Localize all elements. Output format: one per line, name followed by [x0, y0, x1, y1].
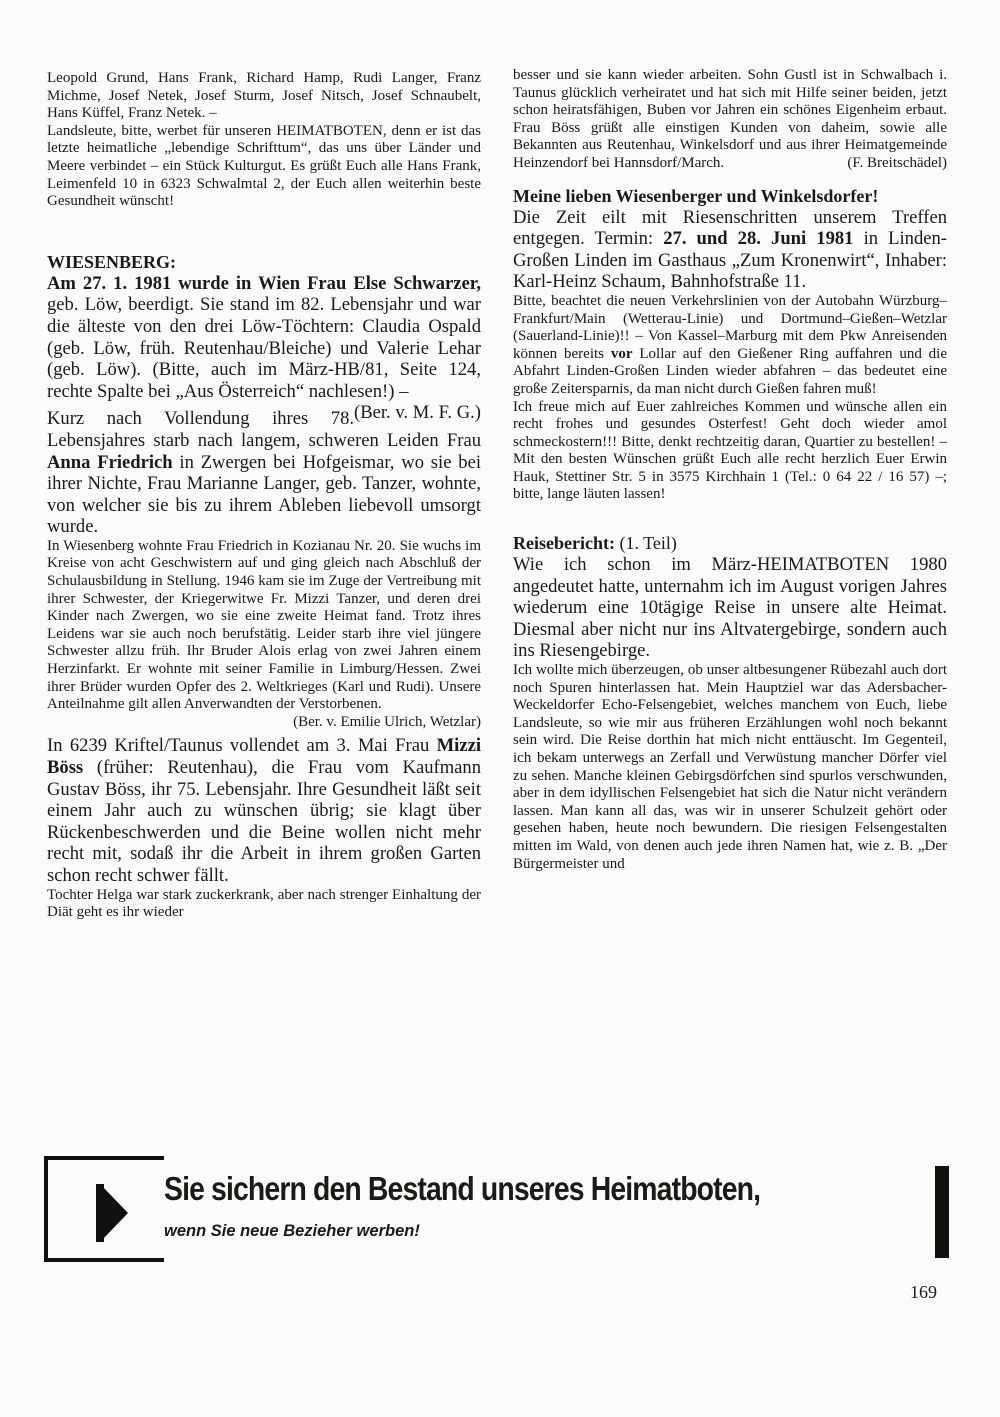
text: besser und sie kann wieder arbeiten. Sohn Gustl ist in Schwalbach i. Taunus glücklich verheiratet und hat sich mit Hilfe seiner beiden, jetzt schon heiratsfähigen, Buben vor Jahren ein schönes Eigenheim erbaut. Frau Böss grüßt alle einstigen Kunden von daheim, sowie alle Bekannten aus Reutenhau, Winkelsdorf und aus ihrer Heimatgemeinde Heinzendorf bei Hannsdorf/March. [513, 67, 947, 171]
text: In 6239 Kriftel/Taunus vollendet am 3. Mai Frau [47, 735, 437, 757]
meeting-announcement [513, 207, 947, 293]
banner-divider [44, 1258, 164, 1262]
right-column [513, 67, 947, 873]
section-heading-wiesenberg: WIESENBERG: [47, 251, 177, 272]
banner-left-frame [44, 1156, 116, 1262]
attribution: (Ber. v. Emilie Ulrich, Wetzlar) [293, 713, 481, 730]
bold-word: vor [610, 345, 633, 362]
text: in Linden-Großen Linden im Gasthaus „Zum Kronenwirt“, Inhaber: Karl-Heinz Schaum, Bahnhofstraße 11. [513, 228, 947, 293]
banner-subtitle: wenn Sie neue Bezieher werben! [164, 1222, 420, 1240]
names-paragraph: Leopold Grund, Hans Frank, Richard Hamp, Rudi Langer, Franz Michme, Josef Netek, Josef Sturm, Josef Nitsch, Josef Schnaubelt, Hans Küffel, Franz Netek. – [47, 70, 481, 122]
arrow-right-icon [102, 1186, 128, 1240]
text: in Zwergen bei Hofgeismar, wo sie bei ihrer Nichte, Frau Marianne Langer, geb. Tanzer, wohnte, von welcher sie bis zu ihrem Ableben liebevoll umsorgt wurde. [47, 451, 481, 538]
continuation-paragraph [513, 67, 947, 173]
obituary-schwarzer [47, 272, 481, 424]
daughter-paragraph: Tochter Helga war stark zuckerkrank, aber nach strenger Einhaltung der Diät geht es ihr wieder [47, 886, 481, 921]
banner-divider [44, 1156, 164, 1160]
appeal-paragraph: Landsleute, bitte, werbet für unseren HEIMATBOTEN, denn er ist das letzte heimatliche „lebendige Schrifttum“, das uns über Länder und Meere verbindet – ein Stück Kulturgut. Es grüßt Euch alle Hans Frank, Leimenfeld 10 in 6323 Schwalmtal 2, der Euch allen weiterhin beste Gesundheit wünscht! [47, 122, 481, 210]
birthday-boess [47, 735, 481, 886]
obituary-lead: Am 27. 1. 1981 wurde in Wien Frau Else Schwarzer, [47, 272, 481, 294]
banner-right-bar [935, 1166, 949, 1258]
travel-report-heading [513, 532, 947, 554]
travel-intro: Wie ich schon im März-HEIMATBOTEN 1980 angedeutet hatte, unternahm ich im August vorigen Jahres wiederum eine 10tägige Reise in unsere alte Heimat. Diesmal aber nicht nur ins Altvatergebirge, sondern auch ins Riesengebirge. [513, 554, 947, 662]
text: Lollar auf den Gießener Ring auffahren und die Abfahrt Linden-Großen Linden wieder abfahren – das bedeutet eine große Zeitersparnis, da man nicht durch Gießen fahren muß! [513, 345, 947, 397]
greeting-paragraph: Ich freue mich auf Euer zahlreiches Kommen und wünsche allen ein recht frohes und gesundes Osterfest! Geht doch wieder amol schmeckostern!!! Bitte, denkt rechtzeitig daran, Quartier zu bestellen! – Mit den besten Wünschen grüßt Euch alle recht herzlich Euer Erwin Hauk, Stettiner Str. 5 in 3575 Kirchhain 1 (Tel.: 0 64 22 / 16 57) –; bitte, lange läuten lassen! [513, 398, 947, 503]
friedrich-biography: In Wiesenberg wohnte Frau Friedrich in Kozianau Nr. 20. Sie wuchs im Kreise von acht Geschwistern auf und ging gleich nach Abschluß der Schulausbildung in Stellung. 1946 kam sie im Zuge der Vertreibung mit ihrer Schwester, der Kriegerwitwe Fr. Mizzi Tanzer, und deren drei Kinder nach Zwergen, wo sie eine zweite Heimat fand. Trotz ihres Leidens war sie auch noch berufstätig. Leider starb ihre viel jüngere Schwester allzu früh. Ihr Bruder Alois erlag von zwei Jahren einem Herzinfarkt. Er wohnte mit seiner Familie in Limburg/Hessen. Zwei ihrer Brüder wurden Opfer des 2. Weltkrieges (Karl und Rudi). Unsere Anteilnahme gilt allen Anverwandten der Verstorbenen. [47, 537, 481, 713]
name-bold: Anna Friedrich [47, 451, 173, 473]
travel-body: Ich wollte mich überzeugen, ob unser altbesungener Rübezahl auch dort noch Spuren hinterlassen hat. Mein Hauptziel war das Adersbacher-Weckeldorfer Echo-Felsengebiet, welches manchem von Euch, liebe Landsleute, so wie mir aus früheren Erzählungen wohl noch bekannt sein wird. Die Reise dorthin hat mich nicht enttäuscht. Im Gegenteil, ich bekam unterwegs an Zerfall und Verwüstung mancher Dörfer viel zu sehen. Manche kleinen Gebirgsdörfchen sind spurlos verschwunden, aber in dem idyllischen Felsengebiet hat sich die Natur nicht verändern lassen. Man kann all das, was wir in unserer Schulzeit gehört oder gesehen haben, heute noch bewundern. Die riesigen Felsengestalten mitten im Wald, von denen auch jede ihren Namen hat, wie z. B. „Der Bürgermeister und [513, 662, 947, 872]
name-bold: Mizzi Böss [47, 735, 481, 778]
text: Bitte, beachtet die neuen Verkehrslinien von der Autobahn Würzburg–Frankfurt/Main (Wetterau-Linie) und Dortmund–Gießen–Wetzlar (Sauerland-Linie)!! – Von Kassel–Marburg mit dem Pkw Anreisenden können bereits [513, 292, 947, 362]
subscription-banner [44, 1156, 949, 1262]
directions-paragraph [513, 293, 947, 399]
attribution: (Ber. v. M. F. G.) [354, 402, 481, 424]
left-column [47, 70, 481, 922]
attribution: (F. Breitschädel) [847, 154, 947, 171]
page-number: 169 [910, 1282, 937, 1302]
text: (früher: Reutenhau), die Frau vom Kaufmann Gustav Böss, ihr 75. Lebensjahr. Ihre Gesundheit läßt seit einem Jahr auch zu wünschen übrig; sie klagt über Rückenbeschwerden und die Beine wollen nicht mehr recht mit, sodaß ihr die Arbeit in ihrem großen Garten schon recht schwer fällt. [47, 757, 481, 886]
heading-bold: Reisebericht: [513, 533, 615, 554]
meeting-heading: Meine lieben Wiesenberger und Winkelsdorfer! [513, 185, 879, 206]
text: Kurz nach Vollendung ihres 78. Lebensjahres starb nach langem, schweren Leiden Frau [47, 408, 481, 451]
obituary-text: geb. Löw, beerdigt. Sie stand im 82. Lebensjahr und war die älteste von den drei Löw-Töchtern: Claudia Ospald (geb. Löw, früh. Reutenhau/Bleiche) und Valerie Lehar (geb. Löw). (Bitte, auch im März-HB/81, Seite 124, rechte Spalte bei „Aus Österreich“ nachlesen!) – [47, 294, 481, 402]
text: Die Zeit eilt mit Riesenschritten unserem Treffen entgegen. Termin: [513, 206, 947, 250]
date-bold: 27. und 28. Juni 1981 [663, 228, 854, 250]
banner-title: Sie sichern den Bestand unseres Heimatboten, [164, 1170, 761, 1207]
obituary-friedrich [47, 408, 481, 538]
heading-part: (1. Teil) [614, 533, 677, 554]
